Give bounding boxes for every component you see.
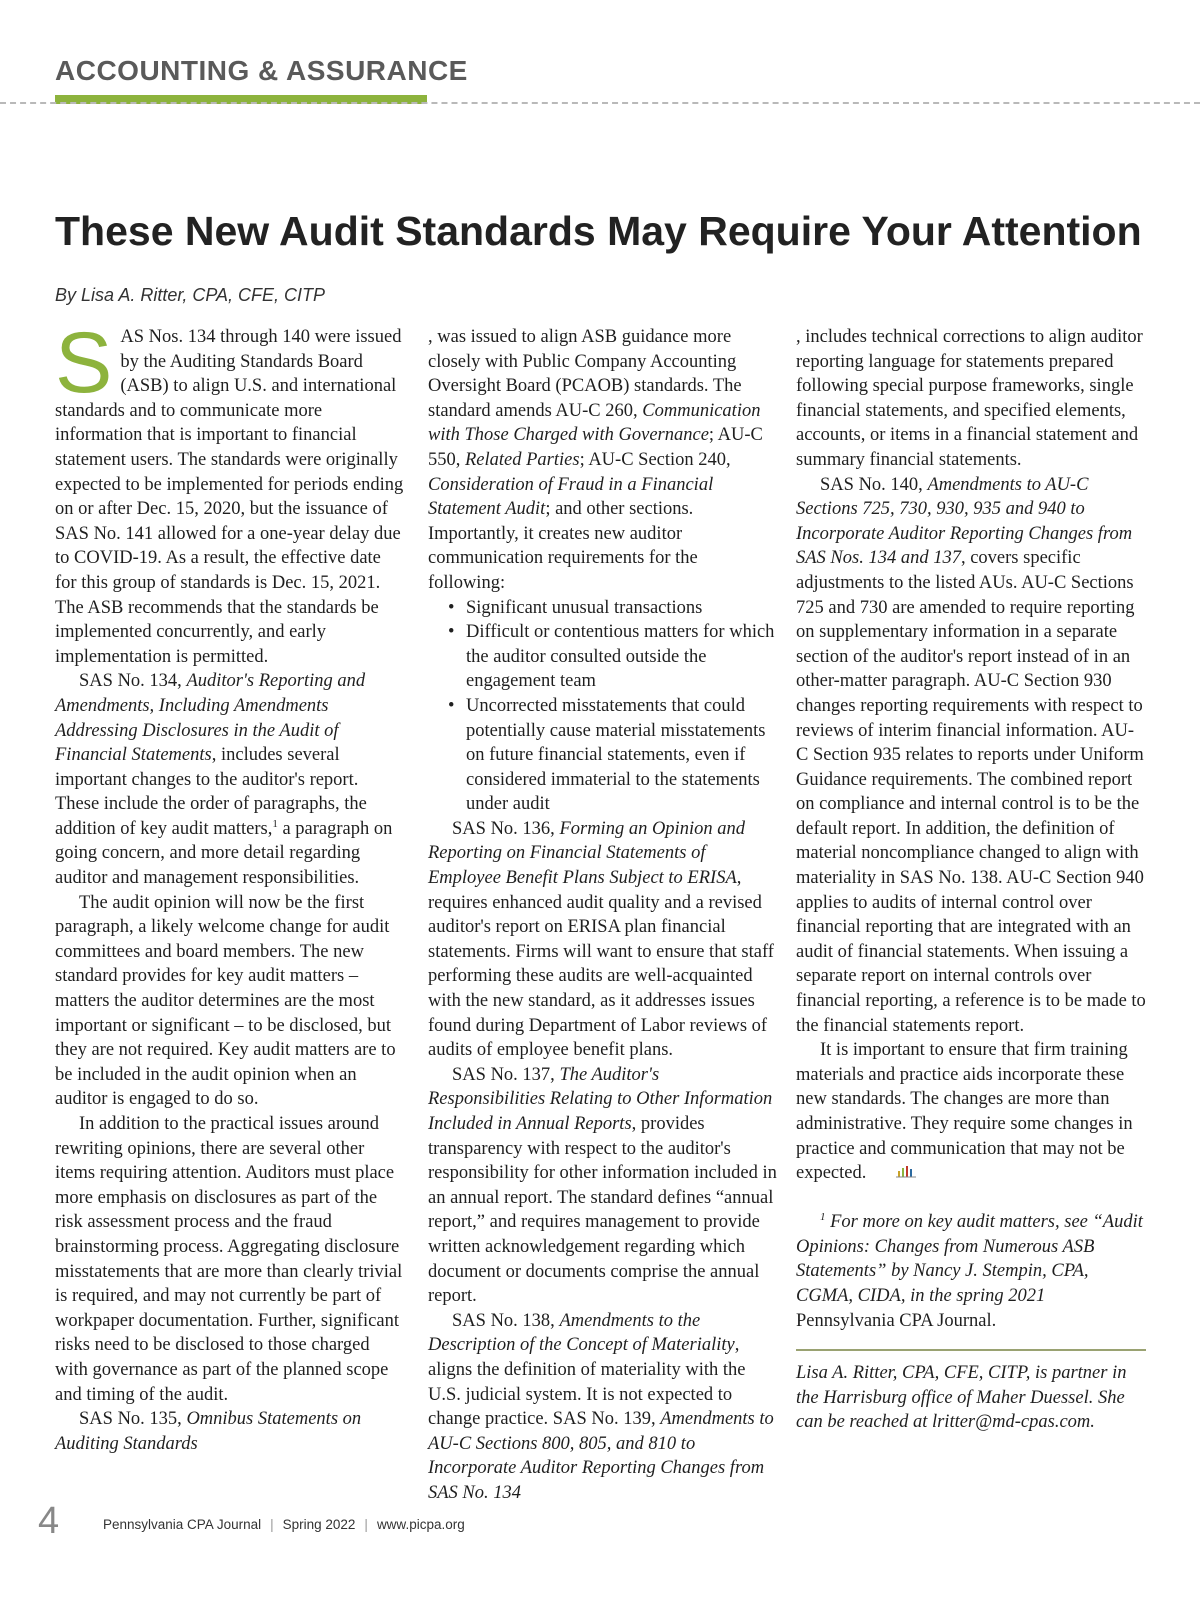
standard-title: Amendments to AU-C Sections 725, 730, 930, 935 and 940 to Incorporate Auditor Reporting Changes from SAS Nos. 134 and 137 — [796, 474, 1133, 569]
drop-cap: S — [55, 315, 113, 411]
article-column-2 — [428, 325, 778, 1506]
paragraph-sas-135 — [55, 1407, 405, 1456]
list-item: • Difficult or contentious matters for which the auditor consulted outside the engagement team — [448, 620, 778, 694]
footnote-reference: 1 — [272, 817, 278, 830]
standard-title: Related Parties — [465, 449, 580, 470]
section-header — [0, 0, 1200, 110]
list-item: • Significant unusual transactions — [448, 596, 778, 621]
text-run: SAS No. 135, — [79, 1409, 187, 1430]
standard-title: Auditor's Reporting and Amendments, Including Amendments Addressing Disclosures in the Audit of Financial Statements — [55, 671, 366, 766]
article-column-1 — [55, 315, 405, 1456]
standard-title: The Auditor's Responsibilities Relating to Other Information Included in Annual Reports — [428, 1064, 773, 1134]
standard-title: Omnibus Statements on Auditing Standards — [55, 1409, 362, 1454]
text-run: ; AU-C 550, — [428, 425, 763, 470]
footnote-number: 1 — [820, 1211, 826, 1224]
text-run: It is important to ensure that firm training materials and practice aids incorporate these new standards. The changes are more than administrative. They require some changes in practice and communication that may not be expected. — [796, 1040, 1133, 1184]
article-byline: By Lisa A. Ritter, CPA, CFE, CITP — [55, 285, 326, 305]
standard-title: Amendments to the Description of the Concept of Materiality — [428, 1310, 735, 1356]
paragraph-audit-opinion: The audit opinion will now be the first paragraph, a likely welcome change for audit committees and board members. The new standard provides for key audit matters – matters the auditor determines are the most important or significant – to be disclosed, but they are not required. Key audit matters are to be included in the audit opinion when an auditor is engaged to do so. — [55, 892, 396, 1110]
section-label: ACCOUNTING & ASSURANCE — [55, 55, 468, 86]
standard-title: Forming an Opinion and Reporting on Financial Statements of Employee Benefit Plans Subject to ERISA — [428, 818, 745, 889]
text-run: SAS No. 136, — [452, 818, 560, 839]
website-link[interactable]: www.picpa.org — [376, 1517, 465, 1532]
bio-divider — [796, 1349, 1146, 1351]
footer-separator: | — [270, 1517, 274, 1532]
standard-title: Communication with Those Charged with Governance — [428, 400, 761, 446]
text-run: , aligns the definition of materiality with the U.S. judicial system. It is not expected to change practice. SAS No. 139, — [428, 1335, 746, 1430]
journal-name: Pennsylvania CPA Journal — [103, 1517, 262, 1532]
text-run: SAS No. 134, — [79, 671, 187, 692]
text-run: SAS No. 137, — [452, 1064, 560, 1085]
standard-title: Consideration of Fraud in a Financial Statement Audit — [428, 474, 714, 520]
text-run: , was issued to align ASB guidance more closely with Public Company Accounting Oversight Board (PCAOB) standards. The standard amends AU-C 260, — [428, 327, 742, 421]
page-number: 4 — [38, 1500, 60, 1542]
intro-text: AS Nos. 134 through 140 were issued by the Auditing Standards Board (ASB) to align U.S. and international standards and to communicate more information that is important to financial statement users. The standards were originally expected to be implemented for periods ending on or after Dec. 15, 2020, but the issuance of SAS No. 141 allowed for a one-year delay due to COVID-19. As a result, the effective date for this group of standards is Dec. 15, 2021. The ASB recommends that the standards be implemented concurrently, and early implementation is permitted. — [55, 327, 404, 667]
paragraph-sas-135-continued — [428, 325, 778, 596]
text-run: ; AU-C Section 240, — [579, 449, 731, 470]
issue-date: Spring 2022 — [282, 1517, 356, 1532]
text-run: Pennsylvania CPA Journal. — [796, 1310, 997, 1331]
text-run: For more on key audit matters, see “Audit Opinions: Changes from Numerous ASB Statements” by Nancy J. Stempin, CPA, CGMA, CIDA, in the spring 2021 — [796, 1212, 1143, 1307]
text-run: ; and other sections. Importantly, it creates new auditor communication requirements for the following: — [428, 499, 698, 593]
list-item: • Uncorrected misstatements that could potentially cause material misstatements on future financial statements, even if considered immaterial to the statements under audit — [448, 694, 778, 817]
text-run: SAS No. 138, — [452, 1310, 560, 1331]
page-footer — [0, 1500, 1200, 1560]
paragraph-conclusion — [796, 1038, 1146, 1186]
section-dashed-divider — [0, 102, 1200, 104]
paragraph-sas-140 — [796, 473, 1146, 1039]
footer-info — [103, 1517, 465, 1532]
paragraph-sas-134 — [55, 669, 405, 890]
text-run: , requires enhanced audit quality and a revised auditor's report on ERISA plan financial statements. Firms will want to ensure that staff performing these audits are well-acquainted with the new standard, as it addresses issues found during Department of Labor reviews of audits of employee benefit plans. — [428, 868, 774, 1061]
footnote — [796, 1210, 1146, 1333]
text-run: , provides transparency with respect to the auditor's responsibility for other information included in an annual report. The standard defines “annual report,” and requires management to provide written acknowledgement regarding which document or documents comprise the annual report. — [428, 1114, 777, 1307]
standard-title: Amendments to AU-C Sections 800, 805, and 810 to Incorporate Auditor Reporting Changes from SAS No. 134 — [428, 1409, 774, 1503]
paragraph-sas-136 — [428, 817, 778, 1063]
footer-separator: | — [364, 1517, 368, 1532]
text-run: , includes several important changes to the auditor's report. These include the order of paragraphs, the addition of key audit matters, — [55, 745, 367, 839]
paragraph-practical-issues: In addition to the practical issues around rewriting opinions, there are several other items requiring attention. Auditors must place more emphasis on disclosures as part of the risk assessment process and the fraud brainstorming process. Aggregating disclosure misstatements that are more than clearly trivial is required, and may not currently be part of workpaper documentation. Further, significant risks need to be disclosed to those charged with governance as part of the planned scope and timing of the audit. — [55, 1114, 403, 1405]
paragraph-sas-137 — [428, 1063, 778, 1309]
picpa-end-mark-icon — [872, 1162, 918, 1187]
text-run: SAS No. 140, — [820, 474, 928, 495]
intro-paragraph — [55, 315, 405, 669]
communication-requirements-list — [428, 596, 778, 817]
author-bio: Lisa A. Ritter, CPA, CFE, CITP, is partner in the Harrisburg office of Maher Duessel. She can be reached at lritter@md-cpas.com. — [796, 1363, 1127, 1433]
text-run: a paragraph on going concern, and more detail regarding auditor and management responsibilities. — [55, 818, 393, 889]
article-column-3 — [796, 325, 1146, 1435]
text-run: , covers specific adjustments to the listed AUs. AU-C Sections 725 and 730 are amended to require reporting on supplementary information in a separate section of the auditor's report instead of in an other-matter paragraph. AU-C Section 930 changes reporting requirements with respect to reviews of interim financial information. AU-C Section 935 relates to reports under Uniform Guidance requirements. The combined report on compliance and internal control is to be the default report. In addition, the definition of material noncompliance changed to align with materiality in SAS No. 138. AU-C Section 940 applies to audits of internal control over financial reporting that are integrated with an audit of financial statements. When issuing a separate report on internal controls over financial reporting, a reference is to be made to the financial statements report. — [796, 548, 1146, 1036]
article-title: These New Audit Standards May Require Your Attention — [55, 208, 1142, 254]
paragraph-sas-138 — [428, 1309, 778, 1506]
paragraph-sas-139-continued: , includes technical corrections to align auditor reporting language for statements prepared following special purpose frameworks, single financial statements, and specified elements, accounts, or items in a financial statement and summary financial statements. — [796, 327, 1143, 470]
